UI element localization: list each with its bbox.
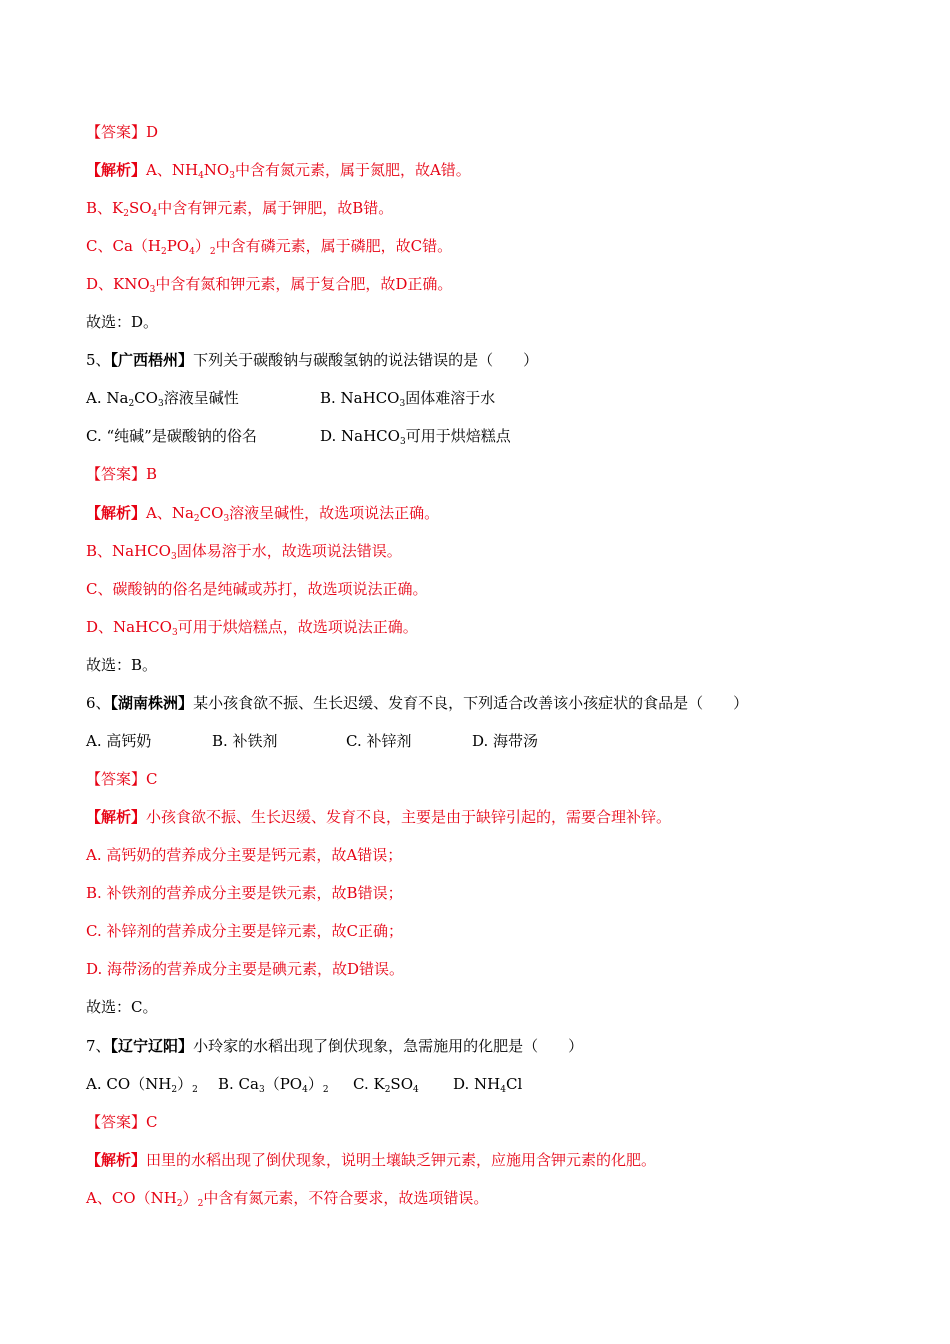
analysis-text: A、CO（NH <box>86 1189 177 1207</box>
option-a <box>86 388 320 408</box>
q6-analysis-b: B. 补铁剂的营养成分主要是铁元素，故B错误； <box>86 884 403 902</box>
q4-choose: 故选：D。 <box>86 313 159 331</box>
answer-tag: 【答案】 <box>86 123 147 141</box>
subscript: 3 <box>170 552 177 562</box>
q7-analysis-a <box>86 1188 488 1208</box>
question-text: 小玲家的水稻出现了倒伏现象，急需施用的化肥是（ ） <box>193 1037 584 1055</box>
answer-value: C <box>146 770 158 788</box>
option-text: 可用于烘焙糕点 <box>405 427 511 445</box>
subscript: 3 <box>399 399 406 409</box>
subscript: 3 <box>399 437 406 447</box>
option-text: CO <box>134 389 158 407</box>
q6-answer <box>86 769 158 789</box>
subscript: 3 <box>171 628 178 638</box>
option-d: D. 海带汤 <box>472 732 539 750</box>
q5-analysis-c: C、碳酸钠的俗名是纯碱或苏打，故选项说法正确。 <box>86 580 428 598</box>
subscript: 4 <box>198 171 204 181</box>
subscript: 2 <box>160 247 167 257</box>
q6-analysis-d: D. 海带汤的营养成分主要是碘元素，故D错误。 <box>86 960 405 978</box>
option-text: A. CO（NH <box>86 1075 172 1093</box>
question-source: 【广西梧州】 <box>110 351 194 369</box>
option-text: ） <box>307 1075 323 1093</box>
option-text: （PO <box>264 1075 303 1093</box>
subscript: 2 <box>123 209 129 219</box>
analysis-tag: 【解析】 <box>86 161 147 179</box>
analysis-text: SO <box>128 199 152 217</box>
q6-options <box>86 731 538 751</box>
analysis-tag: 【解析】 <box>86 504 147 522</box>
analysis-text: ） <box>182 1189 198 1207</box>
q6-analysis-intro <box>86 807 671 827</box>
q5-options-row2 <box>86 426 511 446</box>
option-text: B. NaHCO <box>320 389 400 407</box>
q5-analysis-d <box>86 617 418 637</box>
option-d <box>453 1074 522 1094</box>
option-text: 溶液呈碱性 <box>163 389 239 407</box>
subscript: 2 <box>171 1085 178 1095</box>
q5-answer <box>86 464 157 484</box>
q7-stem <box>86 1036 583 1056</box>
option-a: A. 高钙奶 <box>86 732 152 750</box>
option-text: C. K <box>353 1075 385 1093</box>
analysis-text: PO <box>166 237 190 255</box>
analysis-text: 溶液呈碱性，故选项说法正确。 <box>229 504 440 522</box>
analysis-text: 中含有氮元素，属于氮肥，故A错。 <box>234 161 471 179</box>
subscript: 2 <box>384 1085 391 1095</box>
option-text: D. NH <box>453 1075 501 1093</box>
q4-analysis-a <box>86 160 471 180</box>
answer-value: B <box>146 465 158 483</box>
analysis-text: 田里的水稻出现了倒伏现象，说明土壤缺乏钾元素，应施用含钾元素的化肥。 <box>146 1151 657 1169</box>
question-source: 【辽宁辽阳】 <box>110 1037 194 1055</box>
q5-analysis-b <box>86 541 402 561</box>
analysis-text: NO <box>203 161 230 179</box>
option-text: D. NaHCO <box>320 427 400 445</box>
analysis-text: 中含有氮元素，不符合要求，故选项错误。 <box>203 1189 489 1207</box>
subscript: 3 <box>157 399 164 409</box>
analysis-tag: 【解析】 <box>86 808 147 826</box>
question-source: 【湖南株洲】 <box>110 694 194 712</box>
option-text: B. Ca <box>218 1075 259 1093</box>
analysis-text: CO <box>199 504 224 522</box>
option-d <box>320 426 511 446</box>
analysis-text: 中含有钾元素，属于钾肥，故B错。 <box>157 199 394 217</box>
question-number: 6、 <box>86 694 111 712</box>
option-b: B. 补铁剂 <box>212 732 278 750</box>
q6-analysis-a: A. 高钙奶的营养成分主要是钙元素，故A错误； <box>86 846 403 864</box>
analysis-text: B、NaHCO <box>86 542 171 560</box>
subscript: 4 <box>151 209 158 219</box>
subscript: 3 <box>229 171 235 181</box>
q4-analysis-d <box>86 274 452 294</box>
question-text: 下列关于碳酸钠与碳酸氢钠的说法错误的是（ ） <box>193 351 539 369</box>
q4-analysis-b <box>86 198 393 218</box>
subscript: 2 <box>192 1085 198 1095</box>
answer-value: C <box>146 1113 158 1131</box>
analysis-text: B、K <box>86 199 124 217</box>
q5-analysis-a <box>86 503 439 523</box>
q5-stem <box>86 350 538 370</box>
subscript: 4 <box>500 1085 506 1095</box>
analysis-text: A、Na <box>146 504 194 522</box>
option-b <box>218 1074 353 1094</box>
analysis-text: ） <box>194 237 210 255</box>
option-text: A. Na <box>86 389 129 407</box>
option-text: SO <box>390 1075 413 1093</box>
q5-choose: 故选：B。 <box>86 656 158 674</box>
analysis-text: 中含有氮和钾元素，属于复合肥，故D正确。 <box>155 275 453 293</box>
subscript: 4 <box>189 247 195 257</box>
question-number: 5、 <box>86 351 111 369</box>
option-c <box>353 1074 453 1094</box>
subscript: 4 <box>413 1085 419 1095</box>
subscript: 3 <box>223 514 230 524</box>
q4-analysis-c <box>86 236 452 256</box>
subscript: 4 <box>302 1085 308 1095</box>
analysis-text: D、KNO <box>86 275 150 293</box>
subscript: 3 <box>258 1085 265 1095</box>
analysis-text: 小孩食欲不振、生长迟缓、发育不良，主要是由于缺锌引起的，需要合理补锌。 <box>146 808 672 826</box>
analysis-text: D、NaHCO <box>86 618 172 636</box>
analysis-text: 中含有磷元素，属于磷肥，故C错。 <box>215 237 453 255</box>
q7-analysis-intro <box>86 1150 656 1170</box>
subscript: 2 <box>209 247 216 257</box>
subscript: 3 <box>149 285 156 295</box>
q7-options <box>86 1074 522 1094</box>
answer-tag: 【答案】 <box>86 770 147 788</box>
analysis-tag: 【解析】 <box>86 1151 147 1169</box>
option-text: Cl <box>505 1075 523 1093</box>
subscript: 2 <box>197 1199 204 1209</box>
analysis-text: 固体易溶于水，故选项说法错误。 <box>176 542 402 560</box>
analysis-text: 可用于烘焙糕点，故选项说法正确。 <box>177 618 418 636</box>
q6-choose: 故选：C。 <box>86 998 158 1016</box>
subscript: 2 <box>176 1199 183 1209</box>
subscript: 2 <box>128 399 135 409</box>
q6-stem <box>86 693 748 713</box>
option-c: C. “纯碱”是碳酸钠的俗名 <box>86 427 257 445</box>
option-text: 固体难溶于水 <box>405 389 496 407</box>
question-text: 某小孩食欲不振、生长迟缓、发育不良，下列适合改善该小孩症状的食品是（ ） <box>193 694 749 712</box>
q5-options-row1 <box>86 388 495 408</box>
subscript: 2 <box>193 514 200 524</box>
option-c: C. 补锌剂 <box>346 732 412 750</box>
question-number: 7、 <box>86 1037 111 1055</box>
analysis-text: A、NH <box>146 161 199 179</box>
q6-analysis-c: C. 补锌剂的营养成分主要是锌元素，故C正确； <box>86 922 403 940</box>
option-text: ） <box>177 1075 193 1093</box>
option-a <box>86 1074 218 1094</box>
answer-tag: 【答案】 <box>86 465 147 483</box>
subscript: 2 <box>322 1085 329 1095</box>
q7-answer <box>86 1112 158 1132</box>
q4-answer <box>86 122 158 142</box>
answer-tag: 【答案】 <box>86 1113 147 1131</box>
analysis-text: C、Ca（H <box>86 237 161 255</box>
option-b <box>320 388 495 408</box>
answer-value: D <box>146 123 159 141</box>
